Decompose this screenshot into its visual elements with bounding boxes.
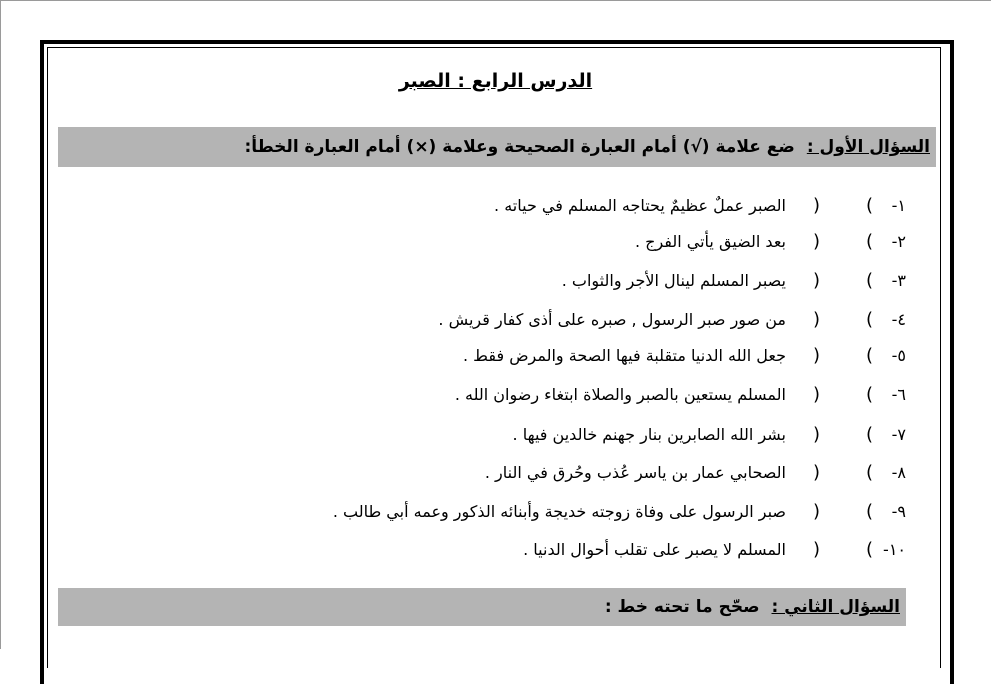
list-item <box>0 302 991 338</box>
answer-bracket-close[interactable]: ) <box>812 270 820 291</box>
list-item <box>0 263 991 299</box>
item-number: ٧- <box>891 425 906 444</box>
item-number: ١- <box>891 196 906 215</box>
item-number: ٨- <box>891 463 906 482</box>
answer-bracket-close[interactable]: ) <box>812 309 820 330</box>
answer-bracket-close[interactable]: ) <box>812 384 820 405</box>
answer-bracket-close[interactable]: ) <box>812 501 820 522</box>
answer-bracket-open[interactable]: ( <box>865 501 873 522</box>
question1-bar <box>58 127 936 167</box>
answer-bracket-close[interactable]: ) <box>812 462 820 483</box>
list-item <box>0 455 991 491</box>
item-number: ٥- <box>891 346 906 365</box>
item-text: جعل الله الدنيا متقلبة فيها الصحة والمرض فقط . <box>463 346 786 365</box>
item-text: الصبر عملٌ عظيمٌ يحتاجه المسلم في حياته . <box>494 196 786 215</box>
item-text: يصبر المسلم لينال الأجر والثواب . <box>561 271 786 290</box>
item-number: ٦- <box>891 385 906 404</box>
question2-label: السؤال الثاني : <box>771 597 900 617</box>
answer-bracket-close[interactable]: ) <box>812 231 820 252</box>
answer-bracket-open[interactable]: ( <box>865 384 873 405</box>
page-top-rule <box>0 0 991 1</box>
item-text: المسلم لا يصبر على تقلب أحوال الدنيا . <box>523 540 786 559</box>
answer-bracket-open[interactable]: ( <box>865 270 873 291</box>
question2-instruction: صحّح ما تحته خط : <box>604 597 760 617</box>
list-item <box>0 224 991 260</box>
item-number: ٢- <box>891 232 906 251</box>
item-text: من صور صبر الرسول , صبره على أذى كفار قريش . <box>438 310 786 329</box>
question1-label: السؤال الأول : <box>806 137 930 157</box>
answer-bracket-open[interactable]: ( <box>865 231 873 252</box>
list-item <box>0 377 991 413</box>
item-number: ٤- <box>891 310 906 329</box>
item-text: بعد الضيق يأتي الفرج . <box>634 232 786 251</box>
list-item <box>0 532 991 568</box>
item-text: بشر الله الصابرين بنار جهنم خالدين فيها . <box>512 425 786 444</box>
answer-bracket-open[interactable]: ( <box>865 539 873 560</box>
item-number: ٣- <box>891 271 906 290</box>
answer-bracket-close[interactable]: ) <box>812 195 820 216</box>
answer-bracket-close[interactable]: ) <box>812 345 820 366</box>
answer-bracket-close[interactable]: ) <box>812 539 820 560</box>
item-text: الصحابي عمار بن ياسر عُذب وحُرق في النار . <box>484 463 786 482</box>
list-item <box>0 494 991 530</box>
list-item <box>0 338 991 374</box>
answer-bracket-open[interactable]: ( <box>865 309 873 330</box>
item-text: صبر الرسول على وفاة زوجته خديجة وأبنائه الذكور وعمه أبي طالب . <box>332 502 786 521</box>
answer-bracket-open[interactable]: ( <box>865 195 873 216</box>
lesson-title: الدرس الرابع : الصبر <box>398 70 593 92</box>
answer-bracket-open[interactable]: ( <box>865 345 873 366</box>
item-text: المسلم يستعين بالصبر والصلاة ابتغاء رضوان الله . <box>454 385 786 404</box>
item-number: ١٠- <box>883 540 906 559</box>
answer-bracket-open[interactable]: ( <box>865 462 873 483</box>
question2-bar <box>58 588 906 626</box>
item-number: ٩- <box>891 502 906 521</box>
question1-instruction: ضع علامة (√) أمام العبارة الصحيحة وعلامة (×) أمام العبارة الخطأ: <box>244 137 795 157</box>
answer-bracket-open[interactable]: ( <box>865 424 873 445</box>
list-item <box>0 417 991 453</box>
list-item <box>0 188 991 224</box>
answer-bracket-close[interactable]: ) <box>812 424 820 445</box>
